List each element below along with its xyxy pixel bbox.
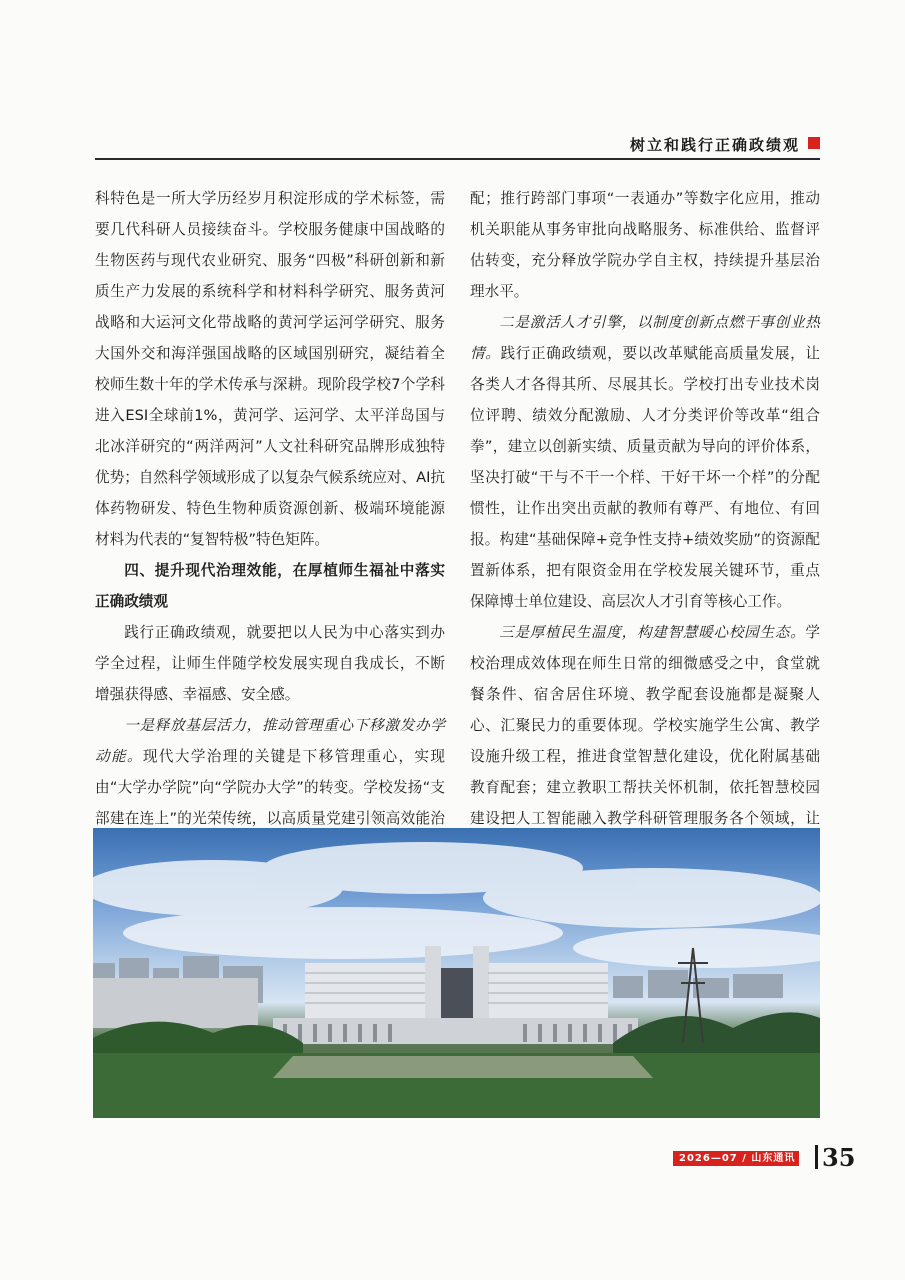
paragraph-continuation: 配；推行跨部门事项“一表通办”等数字化应用，推动机关职能从事务审批向战略服务、标准供给、监督评估转变，充分释放学院办学自主权，持续提升基层治理水平。 bbox=[470, 190, 820, 300]
running-header bbox=[95, 132, 820, 160]
paragraph-talent-engine bbox=[470, 307, 820, 617]
lead-livelihood-warmth: 三是厚植民生温度，构建智慧暖心校园生态。 bbox=[499, 624, 806, 641]
red-square-icon bbox=[808, 137, 820, 149]
paragraph-discipline-features: 科特色是一所大学历经岁月积淀形成的学术标签，需要几代科研人员接续奋斗。学校服务健康中国战略的生物医药与现代农业研究、服务“四极”科研创新和新质生产力发展的系统科学和材料科学研究、服务黄河战略和大运河文化带战略的黄河学运河学研究、服务大国外交和海洋强国战略的区域国别研究，凝结着全校师生数十年的学术传承与深耕。现阶段学校7个学科进入ESI全球前1%，黄河学、运河学、太平洋岛国与北冰洋研究的“两洋两河”人文社科研究品牌形成独特优势；自然科学领域形成了以复杂气候系统应对、AI抗体药物研发、特色生物种质资源创新、极端环境能源材料为代表的“复智特极”特色矩阵。 bbox=[95, 190, 445, 548]
issue-label: 2026—07 / 山东通讯 bbox=[673, 1151, 799, 1166]
paragraph-governance-intro: 践行正确政绩观，就要把以人民为中心落实到办学全过程，让师生伴随学校发展实现自我成长，不断增强获得感、幸福感、安全感。 bbox=[95, 624, 445, 703]
running-header-title: 树立和践行正确政绩观 bbox=[629, 136, 800, 154]
body-talent-engine: 践行正确政绩观，要以改革赋能高质量发展，让各类人才各得其所、尽展其长。学校打出专业技术岗位评聘、绩效分配激励、人才分类评价等改革“组合拳”，建立以创新实绩、质量贡献为导向的评价体系，坚决打破“干与不干一个样、干好干坏一个样”的分配惯性，让作出突出贡献的教师有尊严、有地位、有回报。构建“基础保障+竞争性支持+绩效奖励”的资源配置新体系，把有限资金用在学校发展关键环节，重点保障博士单位建设、高层次人才引育等核心工作。 bbox=[470, 345, 820, 610]
page-number: 35 bbox=[822, 1143, 856, 1172]
footer-divider bbox=[815, 1145, 818, 1169]
lead-talent-engine: 二是激活人才引擎，以制度创新点燃干事创业热情。 bbox=[470, 314, 820, 362]
section-heading-4: 四、提升现代治理效能，在厚植师生福祉中落实正确政绩观 bbox=[95, 562, 445, 610]
campus-photo bbox=[93, 828, 820, 1118]
body-livelihood-warmth: 学校治理成效体现在师生日常的细微感受之中，食堂就餐条件、宿舍居住环境、教学配套设施都是凝聚人心、汇聚民力的重要体现。学校实施学生公寓、教学设施升级工程，推进食堂智慧化建设，优化附属基础教育配套；建立教职工帮扶关怀机制，依托智慧校园建设把人工智能融入教学科研管理服务各个领域，让 bbox=[470, 624, 820, 827]
page-footer bbox=[673, 1143, 856, 1172]
right-column bbox=[470, 183, 820, 896]
left-column bbox=[95, 183, 445, 896]
lead-grassroots-vitality: 一是释放基层活力，推动管理重心下移激发办学动能。 bbox=[95, 717, 445, 765]
header-rule bbox=[95, 158, 820, 160]
body-grassroots-vitality: 现代大学治理的关键是下移管理重心，实现由“大学办学院”向“学院办大学”的转变。学校发扬“支部建在连上”的光荣传统，以高质量党建引领高效能治 bbox=[95, 748, 445, 827]
